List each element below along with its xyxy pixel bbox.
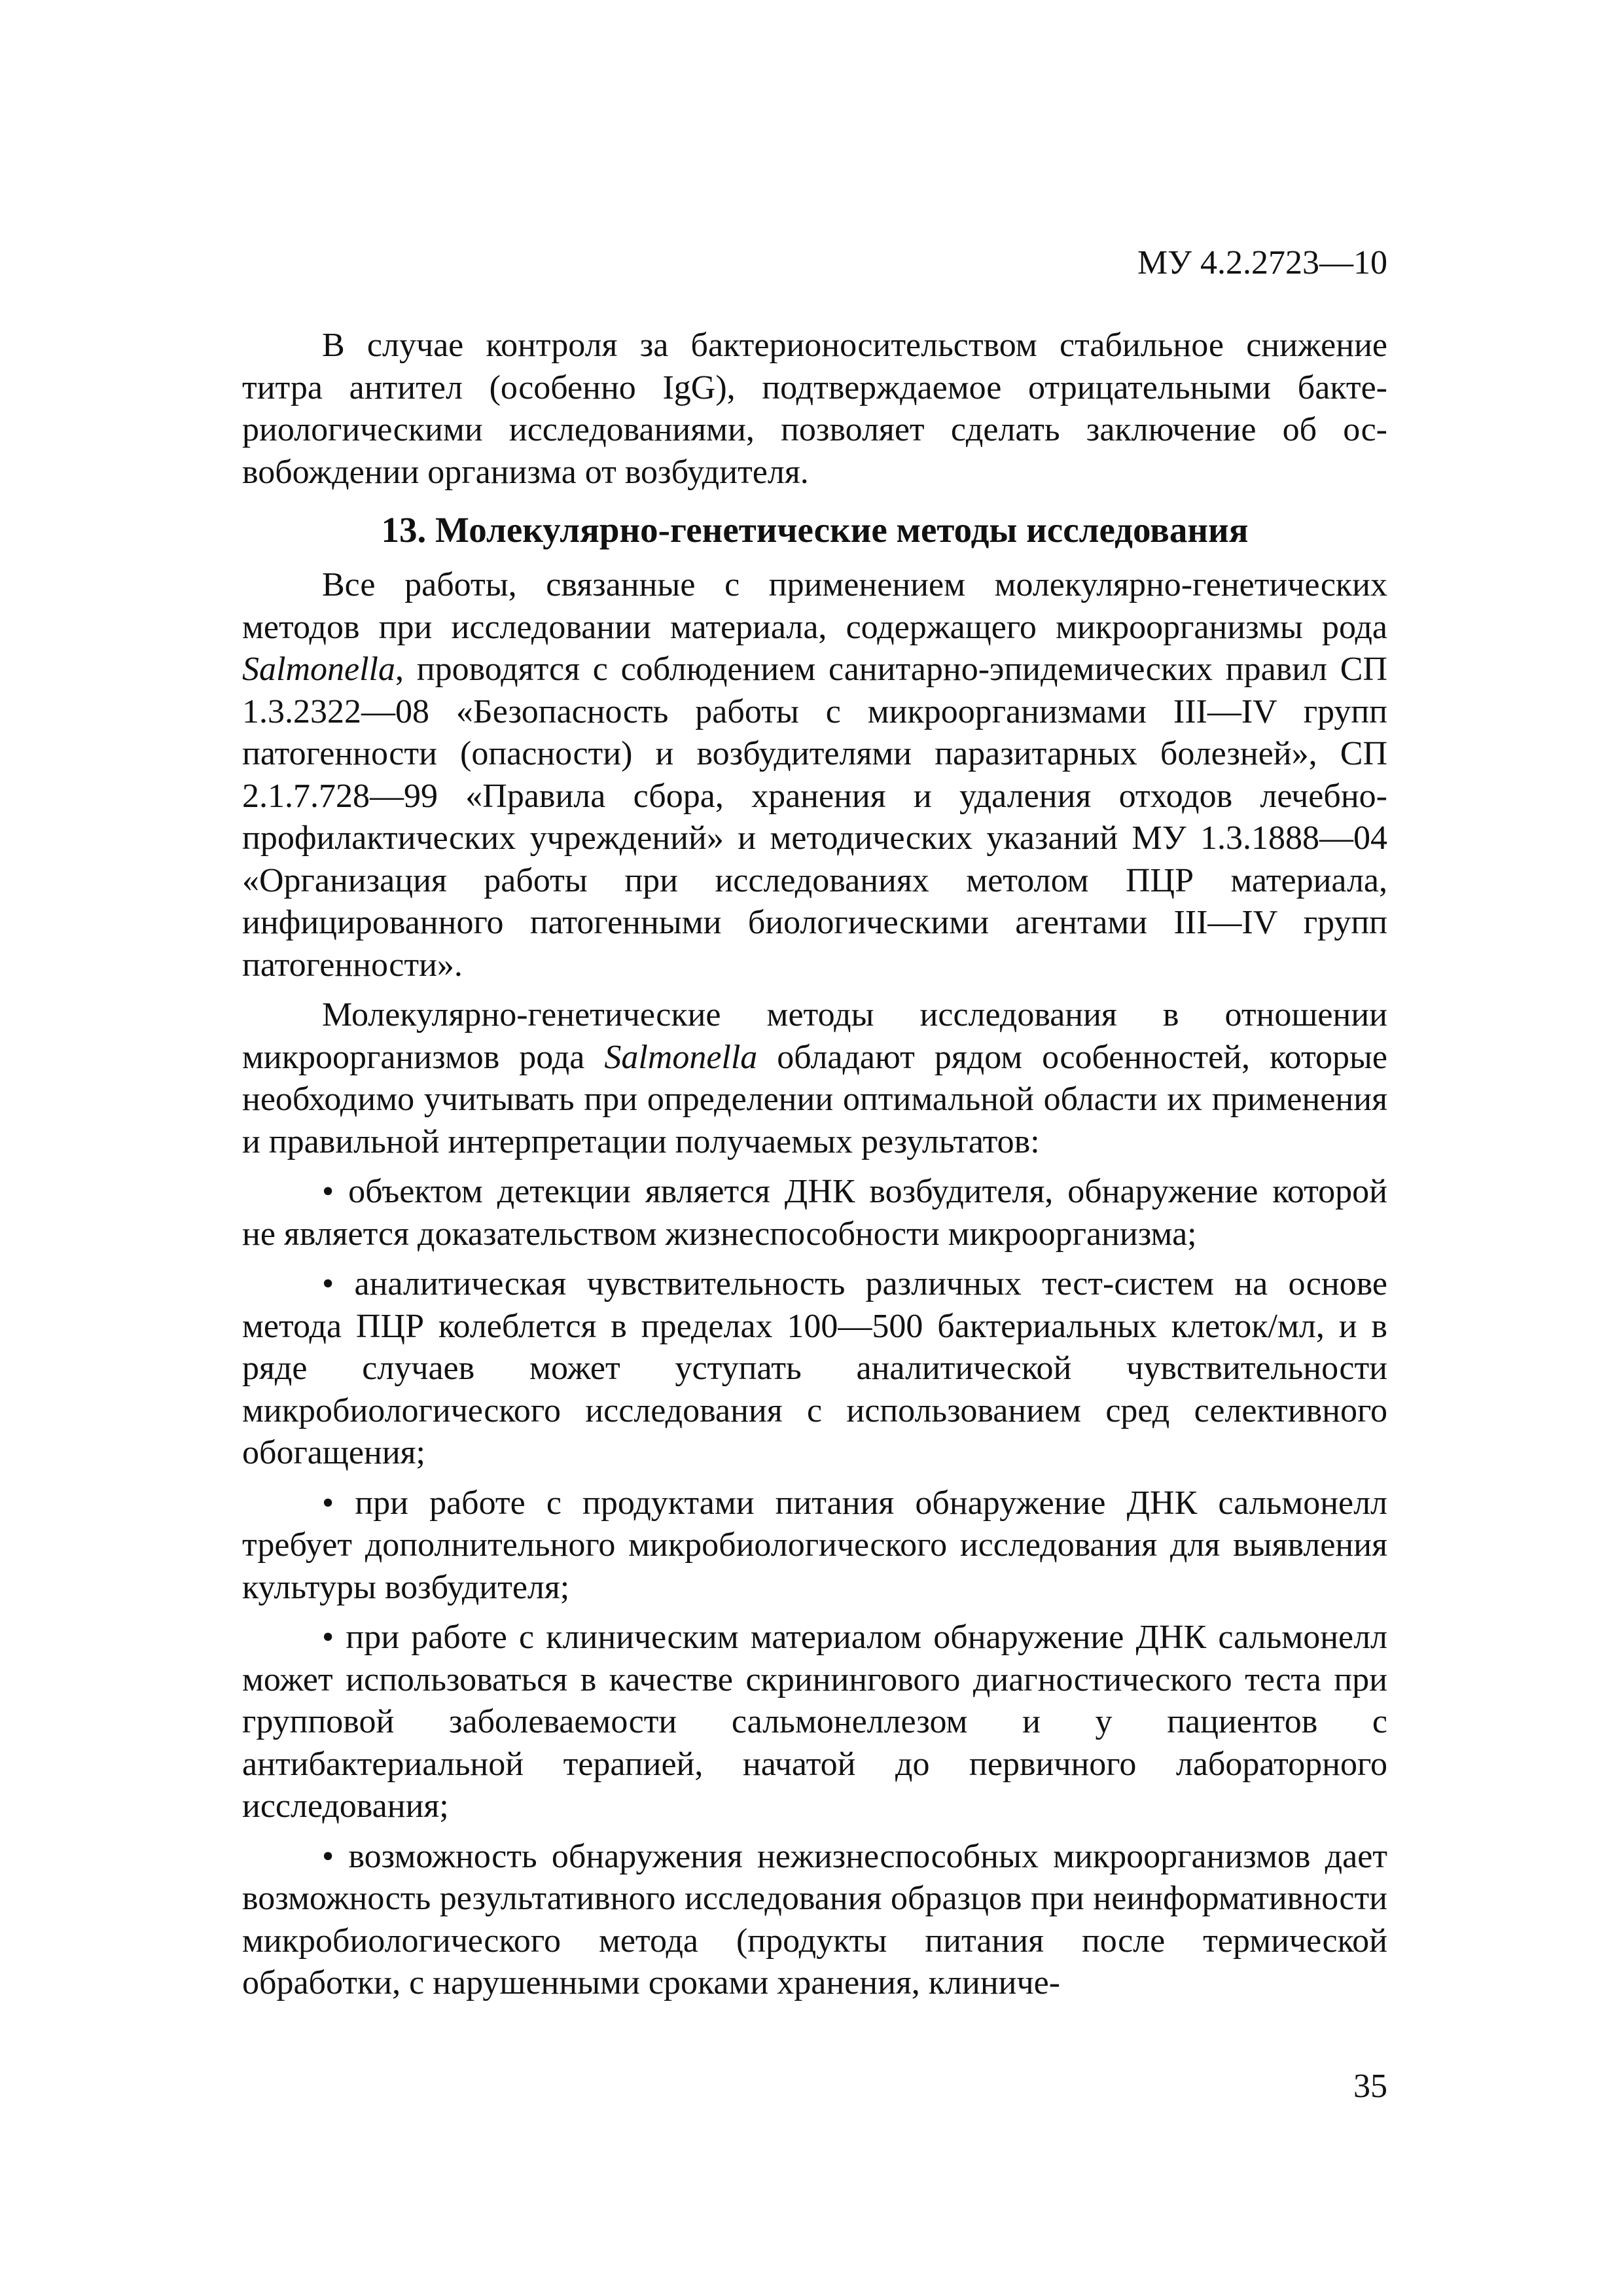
paragraph-safety-rules-text-2: , проводятся с соблюдением санитарно-эпидемических правил СП 1.3.2322—08 «Безопасность работы с микроорганизмами III—IV групп патогенности (опасности) и возбудителями паразитарных болезней», СП 2.1.7.728—99 «Правила сбора, хранения и удаления отходов лечебно-профилактических учреждений» и методических указаний МУ 1.3.1888—04 «Организация работы при исследованиях метолом ПЦР материала, инфицированного патогенными биологическими агентами III—IV групп патогенности». xyxy=(242,651,1387,984)
paragraph-method-features-text-1: Молекулярно-генетические методы исследования в отношении микроорганизмов рода xyxy=(242,996,1387,1076)
document-page xyxy=(242,0,1387,2296)
page-body xyxy=(242,325,1387,2005)
bullet-item-food-products xyxy=(242,1482,1387,1609)
bullet-icon: • xyxy=(322,1837,334,1875)
genus-name-italic: Salmonella xyxy=(242,651,395,688)
bullet-icon: • xyxy=(322,1619,334,1656)
bullet-text: возможность обнаружения нежизнеспособных микроорганизмов дает возможность результативного исследования образцов при неинформативности микробиологического метода (продукты питания после термической обработки, с нарушенными сроками хранения, клиниче- xyxy=(242,1837,1388,2001)
bullet-text: при работе с клиническим материалом обнаружение ДНК сальмонелл может использоваться в качестве скринингового диагностического теста при групповой заболеваемости сальмонеллезом и у пациентов с антибактериальной терапией, начатой до первичного лабораторного исследования; xyxy=(242,1619,1387,1825)
bullet-item-dna-detection xyxy=(242,1171,1387,1255)
bullet-item-sensitivity xyxy=(242,1263,1387,1475)
bullet-item-nonviable-detection xyxy=(242,1836,1387,2005)
genus-name-italic: Salmonella xyxy=(604,1038,758,1076)
bullet-item-clinical-material xyxy=(242,1617,1387,1828)
document-code: МУ 4.2.2723—10 xyxy=(1137,244,1387,281)
paragraph-method-features-text-2: обладают рядом особенностей, которые необходимо учитывать при определении оптимальной области их применения и правильной интерпретации получаемых результатов: xyxy=(242,1038,1387,1160)
bullet-icon: • xyxy=(322,1484,334,1522)
section-heading: 13. Молекулярно-генетические методы исследования xyxy=(381,510,1249,550)
bullet-icon: • xyxy=(322,1173,334,1210)
paragraph-safety-rules-text-1: Все работы, связанные с применением молекулярно-генетических методов при исследовании материала, содержащего микроорганизмы рода xyxy=(242,566,1387,646)
bullet-text: объектом детекции является ДНК возбудителя, обнаружение которой не является доказательством жизнеспособности микроорганизма; xyxy=(242,1173,1388,1253)
page-number: 35 xyxy=(1353,2068,1387,2105)
paragraph-safety-rules xyxy=(242,564,1387,986)
paragraph-serology-conclusion: В случае контроля за бактерионосительством стабильное снижение титра антител (особенно IgG), подтверждаемое отрицательными бактериологическими исследованиями, позволяет сделать заключение об освобождении организма от возбудителя. xyxy=(242,327,1387,491)
bullet-text: при работе с продуктами питания обнаружение ДНК сальмонелл требует дополнительного микробиологического исследования для выявления культуры возбудителя; xyxy=(242,1484,1388,1606)
paragraph-method-features xyxy=(242,994,1387,1163)
bullet-text: аналитическая чувствительность различных тест-систем на основе метода ПЦР колеблется в пределах 100—500 бактериальных клеток/мл, и в ряде случаев может уступать аналитической чувствительности микробиологического исследования с использованием сред селективного обогащения; xyxy=(242,1265,1388,1471)
bullet-icon: • xyxy=(322,1265,334,1302)
